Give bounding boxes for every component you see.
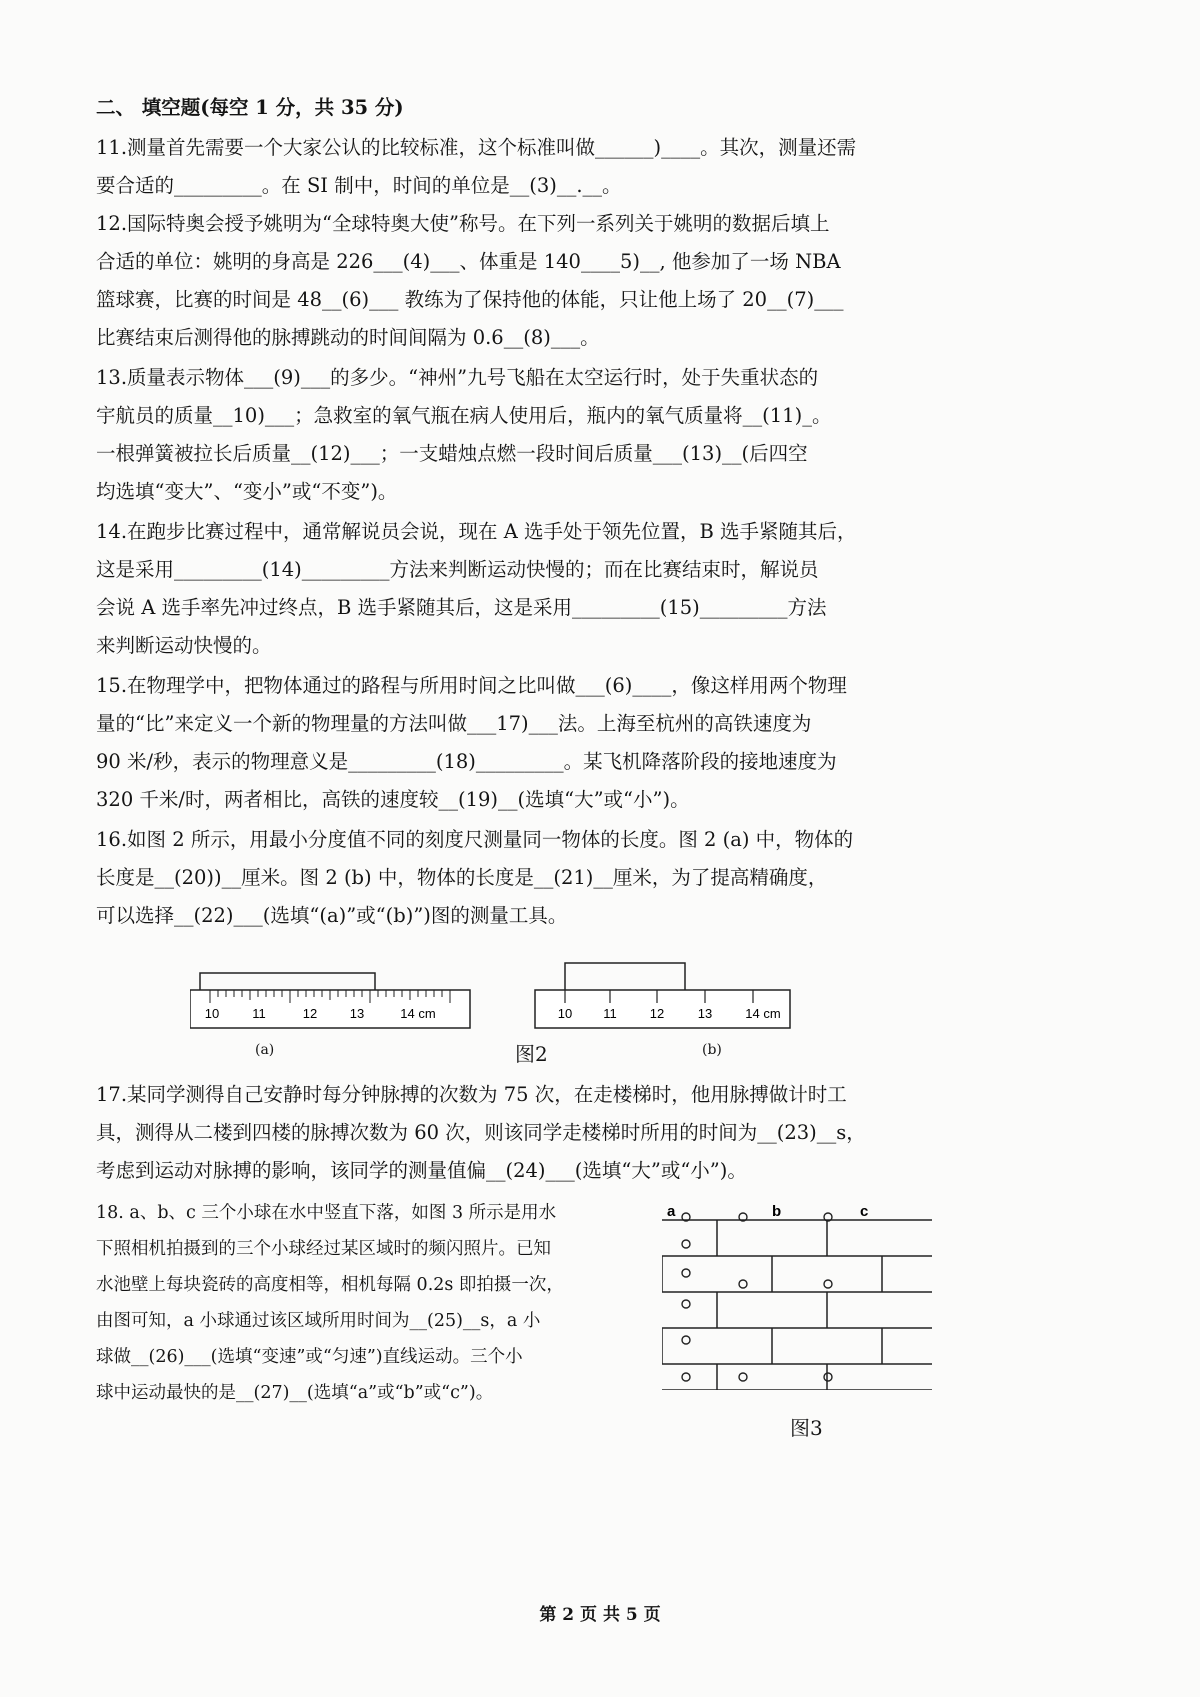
text-line: 具，测得从二楼到四楼的脉搏次数为 60 次，则该同学走楼梯时所用的时间为__(23)__s， bbox=[96, 1121, 866, 1144]
text-line: 18. a、b、c 三个小球在水中竖直下落，如图 3 所示是用水 bbox=[96, 1203, 557, 1223]
text-line: 这是采用_________(14)_________方法来判断运动快慢的；而在比赛结束时，解说员 bbox=[96, 558, 819, 581]
text-line: 球做__(26)___(选填“变速”或“匀速”)直线运动。三个小 bbox=[96, 1347, 523, 1367]
text-line: 下照相机拍摄到的三个小球经过某区域时的频闪照片。已知 bbox=[96, 1239, 551, 1259]
text-line: 篮球赛，比赛的时间是 48__(6)___ 教练为了保持他的体能，只让他上场了 20__(7)___ bbox=[96, 288, 844, 311]
text-line: 90 米/秒，表示的物理意义是_________(18)_________。某飞机降落阶段的接地速度为 bbox=[96, 750, 837, 773]
text-line: 16.如图 2 所示，用最小分度值不同的刻度尺测量同一物体的长度。图 2 (a) 中，物体的 bbox=[96, 828, 854, 851]
text-line: 量的“比”来定义一个新的物理量的方法叫做___17)___法。上海至杭州的高铁速度为 bbox=[96, 712, 812, 735]
text-line: 14.在跑步比赛过程中，通常解说员会说，现在 A 选手处于领先位置，B 选手紧随其后， bbox=[96, 520, 857, 543]
text-line: 均选填“变大”、“变小”或“不变”)。 bbox=[96, 480, 398, 503]
fig2-b-label: (b) bbox=[702, 1042, 722, 1058]
text-line: 长度是__(20))__厘米。图 2 (b) 中，物体的长度是__(21)__厘米，为了提高精确度， bbox=[96, 866, 828, 889]
ball-b-positions bbox=[739, 1213, 747, 1381]
ball-label-a: a bbox=[667, 1203, 676, 1220]
tick-label: 12 bbox=[649, 1006, 665, 1021]
tick-label: 14 cm bbox=[745, 1006, 781, 1021]
text-line: 12.国际特奥会授予姚明为“全球特奥大使”称号。在下列一系列关于姚明的数据后填上 bbox=[96, 212, 830, 235]
text-line: 可以选择__(22)___(选填“(a)”或“(b)”)图的测量工具。 bbox=[96, 904, 568, 927]
tick-label: 11 bbox=[603, 1006, 617, 1021]
text-line: 比赛结束后测得他的脉搏跳动的时间间隔为 0.6__(8)___。 bbox=[96, 326, 600, 349]
text-line: 320 千米/时，两者相比，高铁的速度较__(19)__(选填“大”或“小”)。 bbox=[96, 788, 690, 811]
text-line: 合适的单位：姚明的身高是 226___(4)___、体重是 140____5)__, 他参加了一场 NBA bbox=[96, 250, 841, 273]
tick-label: 12 bbox=[302, 1006, 318, 1021]
text-line: 考虑到运动对脉搏的影响，该同学的测量值偏__(24)___(选填“大”或“小”)。 bbox=[96, 1159, 747, 1182]
figure-3 bbox=[662, 1200, 932, 1390]
text-line: 水池壁上每块瓷砖的高度相等，相机每隔 0.2s 即拍摄一次， bbox=[96, 1275, 564, 1295]
text-line: 宇航员的质量__10)___；急救室的氧气瓶在病人使用后，瓶内的氧气质量将__(11)_。 bbox=[96, 404, 832, 427]
ball-a-positions bbox=[682, 1213, 690, 1381]
fig2-a-label: (a) bbox=[255, 1042, 275, 1058]
text-line: 11.测量首先需要一个大家公认的比较标准，这个标准叫做______)____。其次，测量还需 bbox=[96, 136, 857, 159]
text-line: 球中运动最快的是__(27)__(选填“a”或“b”或“c”)。 bbox=[96, 1383, 494, 1403]
tick-label: 10 bbox=[204, 1006, 220, 1021]
ball-label-b: b bbox=[772, 1203, 782, 1220]
text-line: 13.质量表示物体___(9)___的多少。“神州”九号飞船在太空运行时，处于失重状态的 bbox=[96, 366, 819, 389]
text-line: 来判断运动快慢的。 bbox=[96, 634, 272, 657]
section-title: 二、 填空题(每空 1 分，共 35 分) bbox=[96, 96, 404, 119]
tick-label: 11 bbox=[252, 1006, 266, 1021]
text-line: 一根弹簧被拉长后质量__(12)___；一支蜡烛点燃一段时间后质量___(13)__(后四空 bbox=[96, 442, 808, 465]
ball-c-positions bbox=[824, 1213, 832, 1381]
text-line: 要合适的_________。在 SI 制中，时间的单位是__(3)__.__。 bbox=[96, 174, 622, 197]
tick-label: 14 cm bbox=[400, 1006, 436, 1021]
fig3-caption: 图3 bbox=[790, 1416, 823, 1440]
tick-label: 13 bbox=[697, 1006, 713, 1021]
text-line: 15.在物理学中，把物体通过的路程与所用时间之比叫做___(6)____，像这样用两个物理 bbox=[96, 674, 847, 697]
ruler-a bbox=[190, 973, 470, 1028]
page-footer: 第 2 页 共 5 页 bbox=[539, 1605, 661, 1625]
fig2-caption: 图2 bbox=[515, 1042, 548, 1066]
tick-label: 13 bbox=[349, 1006, 365, 1021]
ruler-b bbox=[535, 963, 790, 1028]
tick-label: 10 bbox=[557, 1006, 573, 1021]
text-line: 17.某同学测得自己安静时每分钟脉搏的次数为 75 次，在走楼梯时，他用脉搏做计时工 bbox=[96, 1083, 847, 1106]
figure-2 bbox=[190, 955, 870, 1035]
text-line: 由图可知，a 小球通过该区域所用时间为__(25)__s，a 小 bbox=[96, 1311, 541, 1331]
ball-label-c: c bbox=[860, 1203, 869, 1220]
text-line: 会说 A 选手率先冲过终点，B 选手紧随其后，这是采用_________(15)_________方法 bbox=[96, 596, 827, 619]
